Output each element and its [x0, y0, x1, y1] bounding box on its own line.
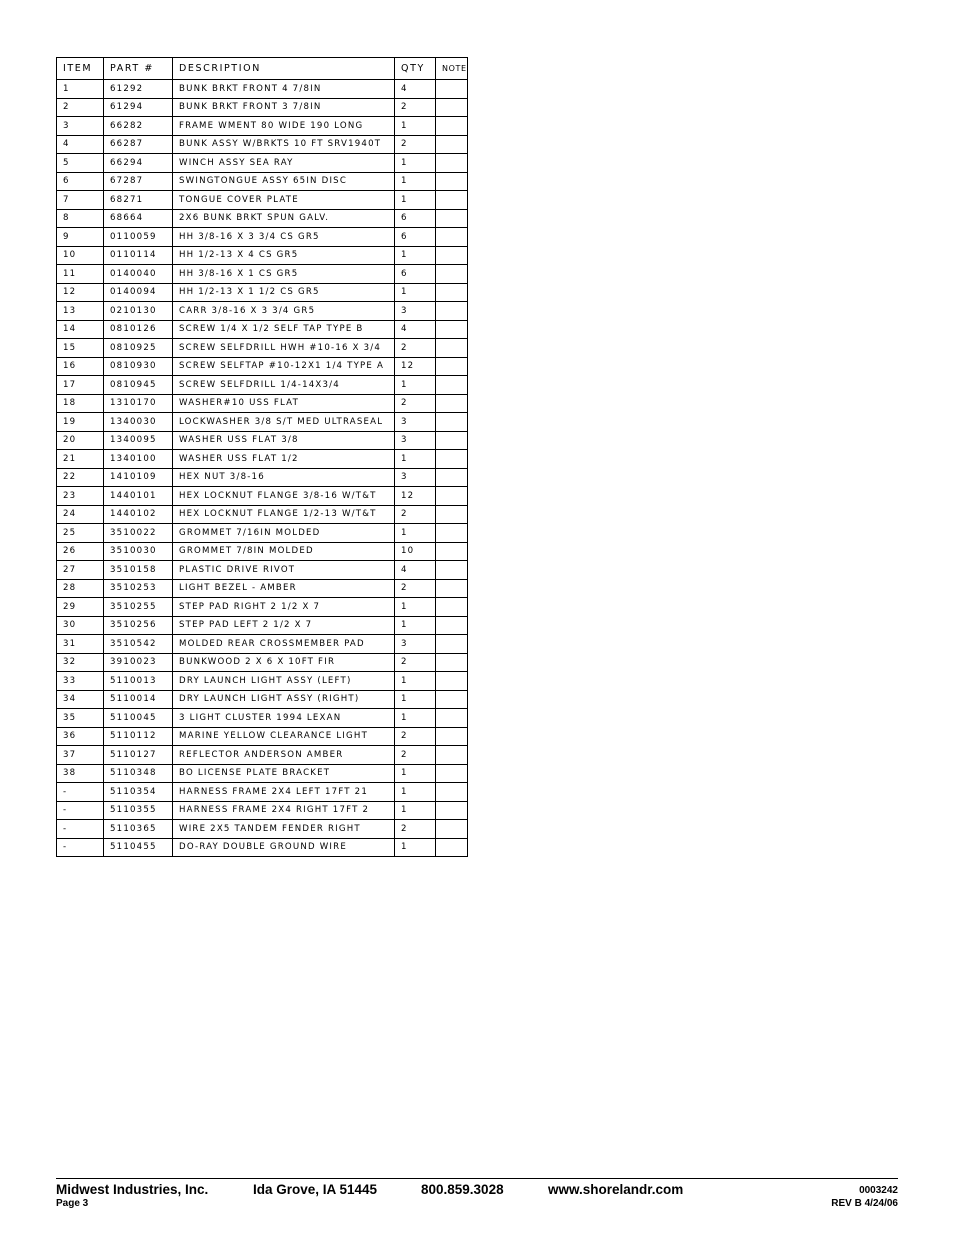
cell-note — [436, 690, 468, 709]
cell-qty: 3 — [395, 635, 436, 654]
cell-item: 10 — [57, 246, 104, 265]
cell-description: BUNK BRKT FRONT 3 7/8IN — [173, 98, 395, 117]
cell-qty: 4 — [395, 561, 436, 580]
footer-revision: REV B 4/24/06 — [831, 1198, 898, 1209]
cell-note — [436, 357, 468, 376]
cell-note — [436, 561, 468, 580]
cell-part-number: 5110355 — [104, 801, 173, 820]
table-row — [57, 265, 468, 284]
cell-item: 19 — [57, 413, 104, 432]
cell-description: SWINGTONGUE ASSY 65IN DISC — [173, 172, 395, 191]
cell-part-number: 66282 — [104, 117, 173, 136]
cell-part-number: 0110114 — [104, 246, 173, 265]
cell-qty: 6 — [395, 228, 436, 247]
cell-description: HEX LOCKNUT FLANGE 3/8-16 W/T&T — [173, 487, 395, 506]
cell-note — [436, 154, 468, 173]
cell-description: WASHER USS FLAT 3/8 — [173, 431, 395, 450]
cell-part-number: 1440101 — [104, 487, 173, 506]
cell-qty: 3 — [395, 468, 436, 487]
cell-part-number: 0210130 — [104, 302, 173, 321]
cell-description: 2X6 BUNK BRKT SPUN GALV. — [173, 209, 395, 228]
cell-item: 6 — [57, 172, 104, 191]
cell-description: HARNESS FRAME 2X4 RIGHT 17FT 2 — [173, 801, 395, 820]
cell-description: GROMMET 7/8IN MOLDED — [173, 542, 395, 561]
cell-qty: 2 — [395, 505, 436, 524]
cell-item: 15 — [57, 339, 104, 358]
table-row — [57, 98, 468, 117]
cell-qty: 4 — [395, 80, 436, 99]
cell-item: 2 — [57, 98, 104, 117]
parts-table-body — [57, 80, 468, 857]
footer-page-number: Page 3 — [56, 1198, 89, 1209]
cell-item: - — [57, 783, 104, 802]
cell-part-number: 1310170 — [104, 394, 173, 413]
cell-part-number: 3510030 — [104, 542, 173, 561]
cell-note — [436, 283, 468, 302]
cell-note — [436, 191, 468, 210]
cell-item: 30 — [57, 616, 104, 635]
cell-part-number: 3510158 — [104, 561, 173, 580]
cell-description: GROMMET 7/16IN MOLDED — [173, 524, 395, 543]
header-part: PART # — [104, 58, 173, 80]
cell-item: 24 — [57, 505, 104, 524]
cell-note — [436, 764, 468, 783]
cell-note — [436, 450, 468, 469]
cell-qty: 1 — [395, 783, 436, 802]
cell-qty: 2 — [395, 746, 436, 765]
cell-note — [436, 653, 468, 672]
cell-qty: 2 — [395, 135, 436, 154]
cell-qty: 2 — [395, 653, 436, 672]
cell-description: MOLDED REAR CROSSMEMBER PAD — [173, 635, 395, 654]
cell-description: LOCKWASHER 3/8 S/T MED ULTRASEAL — [173, 413, 395, 432]
cell-description: SCREW SELFDRILL 1/4-14X3/4 — [173, 376, 395, 395]
cell-qty: 1 — [395, 191, 436, 210]
cell-description: WASHER USS FLAT 1/2 — [173, 450, 395, 469]
cell-note — [436, 394, 468, 413]
table-row — [57, 320, 468, 339]
cell-part-number: 67287 — [104, 172, 173, 191]
cell-description: BUNK BRKT FRONT 4 7/8IN — [173, 80, 395, 99]
cell-description: SCREW SELFTAP #10-12X1 1/4 TYPE A — [173, 357, 395, 376]
cell-part-number: 5110365 — [104, 820, 173, 839]
cell-part-number: 1440102 — [104, 505, 173, 524]
table-row — [57, 783, 468, 802]
cell-note — [436, 746, 468, 765]
cell-part-number: 5110348 — [104, 764, 173, 783]
cell-item: 4 — [57, 135, 104, 154]
cell-qty: 1 — [395, 598, 436, 617]
cell-description: FRAME WMENT 80 WIDE 190 LONG — [173, 117, 395, 136]
table-row — [57, 468, 468, 487]
cell-note — [436, 727, 468, 746]
cell-description: SCREW SELFDRILL HWH #10-16 X 3/4 — [173, 339, 395, 358]
cell-note — [436, 783, 468, 802]
cell-part-number: 68271 — [104, 191, 173, 210]
cell-qty: 1 — [395, 524, 436, 543]
table-row — [57, 357, 468, 376]
table-row — [57, 376, 468, 395]
cell-description: BO LICENSE PLATE BRACKET — [173, 764, 395, 783]
cell-part-number: 3910023 — [104, 653, 173, 672]
header-qty: QTY — [395, 58, 436, 80]
cell-description: PLASTIC DRIVE RIVOT — [173, 561, 395, 580]
cell-part-number: 0810925 — [104, 339, 173, 358]
cell-item: 3 — [57, 117, 104, 136]
cell-item: 37 — [57, 746, 104, 765]
cell-qty: 2 — [395, 579, 436, 598]
cell-item: 14 — [57, 320, 104, 339]
table-row — [57, 801, 468, 820]
cell-description: HEX NUT 3/8-16 — [173, 468, 395, 487]
cell-note — [436, 505, 468, 524]
cell-part-number: 0810930 — [104, 357, 173, 376]
cell-item: 32 — [57, 653, 104, 672]
cell-qty: 2 — [395, 820, 436, 839]
table-header-row — [57, 58, 468, 80]
cell-qty: 3 — [395, 302, 436, 321]
cell-description: SCREW 1/4 X 1/2 SELF TAP TYPE B — [173, 320, 395, 339]
cell-item: 18 — [57, 394, 104, 413]
cell-description: DRY LAUNCH LIGHT ASSY (LEFT) — [173, 672, 395, 691]
footer-company: Midwest Industries, Inc. — [56, 1182, 209, 1197]
cell-item: 28 — [57, 579, 104, 598]
cell-qty: 10 — [395, 542, 436, 561]
table-row — [57, 616, 468, 635]
table-row — [57, 431, 468, 450]
table-row — [57, 579, 468, 598]
parts-list-table — [56, 57, 468, 857]
cell-item: 12 — [57, 283, 104, 302]
cell-note — [436, 228, 468, 247]
cell-description: HARNESS FRAME 2X4 LEFT 17FT 21 — [173, 783, 395, 802]
cell-description: HH 1/2-13 X 4 CS GR5 — [173, 246, 395, 265]
cell-note — [436, 413, 468, 432]
table-row — [57, 339, 468, 358]
cell-note — [436, 209, 468, 228]
cell-description: CARR 3/8-16 X 3 3/4 GR5 — [173, 302, 395, 321]
table-row — [57, 413, 468, 432]
table-row — [57, 487, 468, 506]
table-row — [57, 505, 468, 524]
cell-item: 23 — [57, 487, 104, 506]
table-row — [57, 394, 468, 413]
cell-note — [436, 801, 468, 820]
cell-description: LIGHT BEZEL - AMBER — [173, 579, 395, 598]
cell-item: - — [57, 820, 104, 839]
cell-part-number: 5110127 — [104, 746, 173, 765]
cell-item: 1 — [57, 80, 104, 99]
cell-description: TONGUE COVER PLATE — [173, 191, 395, 210]
cell-note — [436, 838, 468, 857]
cell-item: 33 — [57, 672, 104, 691]
cell-qty: 1 — [395, 154, 436, 173]
cell-qty: 1 — [395, 117, 436, 136]
cell-qty: 1 — [395, 450, 436, 469]
cell-qty: 4 — [395, 320, 436, 339]
table-row — [57, 653, 468, 672]
cell-note — [436, 117, 468, 136]
table-row — [57, 80, 468, 99]
table-row — [57, 672, 468, 691]
cell-qty: 3 — [395, 413, 436, 432]
table-row — [57, 542, 468, 561]
cell-note — [436, 265, 468, 284]
cell-part-number: 66287 — [104, 135, 173, 154]
cell-description: WINCH ASSY SEA RAY — [173, 154, 395, 173]
cell-item: 38 — [57, 764, 104, 783]
cell-item: 35 — [57, 709, 104, 728]
cell-qty: 2 — [395, 394, 436, 413]
cell-part-number: 1410109 — [104, 468, 173, 487]
table-row — [57, 228, 468, 247]
cell-qty: 1 — [395, 690, 436, 709]
cell-part-number: 5110045 — [104, 709, 173, 728]
cell-qty: 2 — [395, 727, 436, 746]
cell-description: HH 3/8-16 X 3 3/4 CS GR5 — [173, 228, 395, 247]
cell-qty: 2 — [395, 98, 436, 117]
cell-part-number: 1340100 — [104, 450, 173, 469]
cell-note — [436, 246, 468, 265]
cell-part-number: 5110013 — [104, 672, 173, 691]
cell-qty: 12 — [395, 487, 436, 506]
cell-item: 25 — [57, 524, 104, 543]
cell-note — [436, 468, 468, 487]
table-row — [57, 283, 468, 302]
cell-item: 7 — [57, 191, 104, 210]
footer-website: www.shorelandr.com — [548, 1182, 684, 1197]
cell-note — [436, 616, 468, 635]
cell-qty: 1 — [395, 376, 436, 395]
cell-item: 20 — [57, 431, 104, 450]
cell-note — [436, 672, 468, 691]
cell-note — [436, 820, 468, 839]
cell-item: 11 — [57, 265, 104, 284]
cell-description: REFLECTOR ANDERSON AMBER — [173, 746, 395, 765]
cell-part-number: 5110354 — [104, 783, 173, 802]
cell-part-number: 0810945 — [104, 376, 173, 395]
cell-part-number: 0140040 — [104, 265, 173, 284]
cell-description: 3 LIGHT CLUSTER 1994 LEXAN — [173, 709, 395, 728]
cell-description: HEX LOCKNUT FLANGE 1/2-13 W/T&T — [173, 505, 395, 524]
cell-part-number: 3510255 — [104, 598, 173, 617]
cell-qty: 1 — [395, 246, 436, 265]
cell-description: BUNK ASSY W/BRKTS 10 FT SRV1940T — [173, 135, 395, 154]
cell-item: 16 — [57, 357, 104, 376]
cell-part-number: 61294 — [104, 98, 173, 117]
cell-item: 26 — [57, 542, 104, 561]
table-row — [57, 172, 468, 191]
cell-part-number: 0110059 — [104, 228, 173, 247]
cell-part-number: 5110455 — [104, 838, 173, 857]
cell-item: 22 — [57, 468, 104, 487]
cell-note — [436, 579, 468, 598]
cell-part-number: 3510256 — [104, 616, 173, 635]
cell-note — [436, 709, 468, 728]
cell-qty: 1 — [395, 616, 436, 635]
table-row — [57, 450, 468, 469]
cell-description: DRY LAUNCH LIGHT ASSY (RIGHT) — [173, 690, 395, 709]
table-row — [57, 135, 468, 154]
cell-part-number: 0140094 — [104, 283, 173, 302]
header-note: NOTE — [436, 58, 468, 80]
cell-note — [436, 320, 468, 339]
cell-part-number: 66294 — [104, 154, 173, 173]
cell-description: BUNKWOOD 2 X 6 X 10FT FIR — [173, 653, 395, 672]
cell-description: MARINE YELLOW CLEARANCE LIGHT — [173, 727, 395, 746]
cell-part-number: 1340095 — [104, 431, 173, 450]
table-row — [57, 746, 468, 765]
cell-part-number: 3510542 — [104, 635, 173, 654]
table-row — [57, 191, 468, 210]
cell-qty: 3 — [395, 431, 436, 450]
cell-qty: 1 — [395, 801, 436, 820]
cell-qty: 1 — [395, 838, 436, 857]
cell-item: 9 — [57, 228, 104, 247]
table-row — [57, 561, 468, 580]
cell-description: HH 3/8-16 X 1 CS GR5 — [173, 265, 395, 284]
table-row — [57, 635, 468, 654]
cell-note — [436, 376, 468, 395]
table-row — [57, 709, 468, 728]
cell-item: 29 — [57, 598, 104, 617]
footer-phone: 800.859.3028 — [421, 1182, 504, 1197]
cell-qty: 1 — [395, 764, 436, 783]
cell-note — [436, 524, 468, 543]
footer-city: Ida Grove, IA 51445 — [253, 1182, 378, 1197]
cell-description: HH 1/2-13 X 1 1/2 CS GR5 — [173, 283, 395, 302]
table-row — [57, 820, 468, 839]
cell-qty: 1 — [395, 283, 436, 302]
cell-part-number: 1340030 — [104, 413, 173, 432]
cell-description: STEP PAD LEFT 2 1/2 X 7 — [173, 616, 395, 635]
cell-note — [436, 302, 468, 321]
cell-note — [436, 339, 468, 358]
table-row — [57, 117, 468, 136]
cell-item: - — [57, 838, 104, 857]
cell-item: 5 — [57, 154, 104, 173]
cell-item: 21 — [57, 450, 104, 469]
cell-note — [436, 542, 468, 561]
cell-note — [436, 135, 468, 154]
cell-part-number: 0810126 — [104, 320, 173, 339]
cell-note — [436, 598, 468, 617]
cell-item: 17 — [57, 376, 104, 395]
cell-part-number: 68664 — [104, 209, 173, 228]
table-row — [57, 598, 468, 617]
table-row — [57, 838, 468, 857]
header-description: DESCRIPTION — [173, 58, 395, 80]
cell-item: 27 — [57, 561, 104, 580]
table-row — [57, 302, 468, 321]
table-row — [57, 727, 468, 746]
cell-note — [436, 172, 468, 191]
cell-qty: 6 — [395, 209, 436, 228]
cell-item: 8 — [57, 209, 104, 228]
table-row — [57, 209, 468, 228]
cell-note — [436, 487, 468, 506]
footer-divider — [56, 1178, 898, 1179]
cell-item: 31 — [57, 635, 104, 654]
cell-item: 36 — [57, 727, 104, 746]
cell-note — [436, 80, 468, 99]
cell-qty: 1 — [395, 672, 436, 691]
cell-description: WIRE 2X5 TANDEM FENDER RIGHT — [173, 820, 395, 839]
cell-qty: 1 — [395, 172, 436, 191]
cell-part-number: 61292 — [104, 80, 173, 99]
cell-description: WASHER#10 USS FLAT — [173, 394, 395, 413]
header-item: ITEM — [57, 58, 104, 80]
cell-qty: 12 — [395, 357, 436, 376]
cell-qty: 6 — [395, 265, 436, 284]
cell-description: DO-RAY DOUBLE GROUND WIRE — [173, 838, 395, 857]
cell-description: STEP PAD RIGHT 2 1/2 X 7 — [173, 598, 395, 617]
cell-part-number: 5110112 — [104, 727, 173, 746]
cell-qty: 2 — [395, 339, 436, 358]
cell-item: 34 — [57, 690, 104, 709]
table-row — [57, 154, 468, 173]
cell-part-number: 3510022 — [104, 524, 173, 543]
cell-note — [436, 431, 468, 450]
table-row — [57, 690, 468, 709]
table-row — [57, 764, 468, 783]
cell-item: 13 — [57, 302, 104, 321]
footer-doc-number: 0003242 — [859, 1185, 898, 1196]
cell-part-number: 5110014 — [104, 690, 173, 709]
cell-qty: 1 — [395, 709, 436, 728]
cell-note — [436, 635, 468, 654]
table-row — [57, 246, 468, 265]
cell-part-number: 3510253 — [104, 579, 173, 598]
cell-item: - — [57, 801, 104, 820]
cell-note — [436, 98, 468, 117]
table-row — [57, 524, 468, 543]
